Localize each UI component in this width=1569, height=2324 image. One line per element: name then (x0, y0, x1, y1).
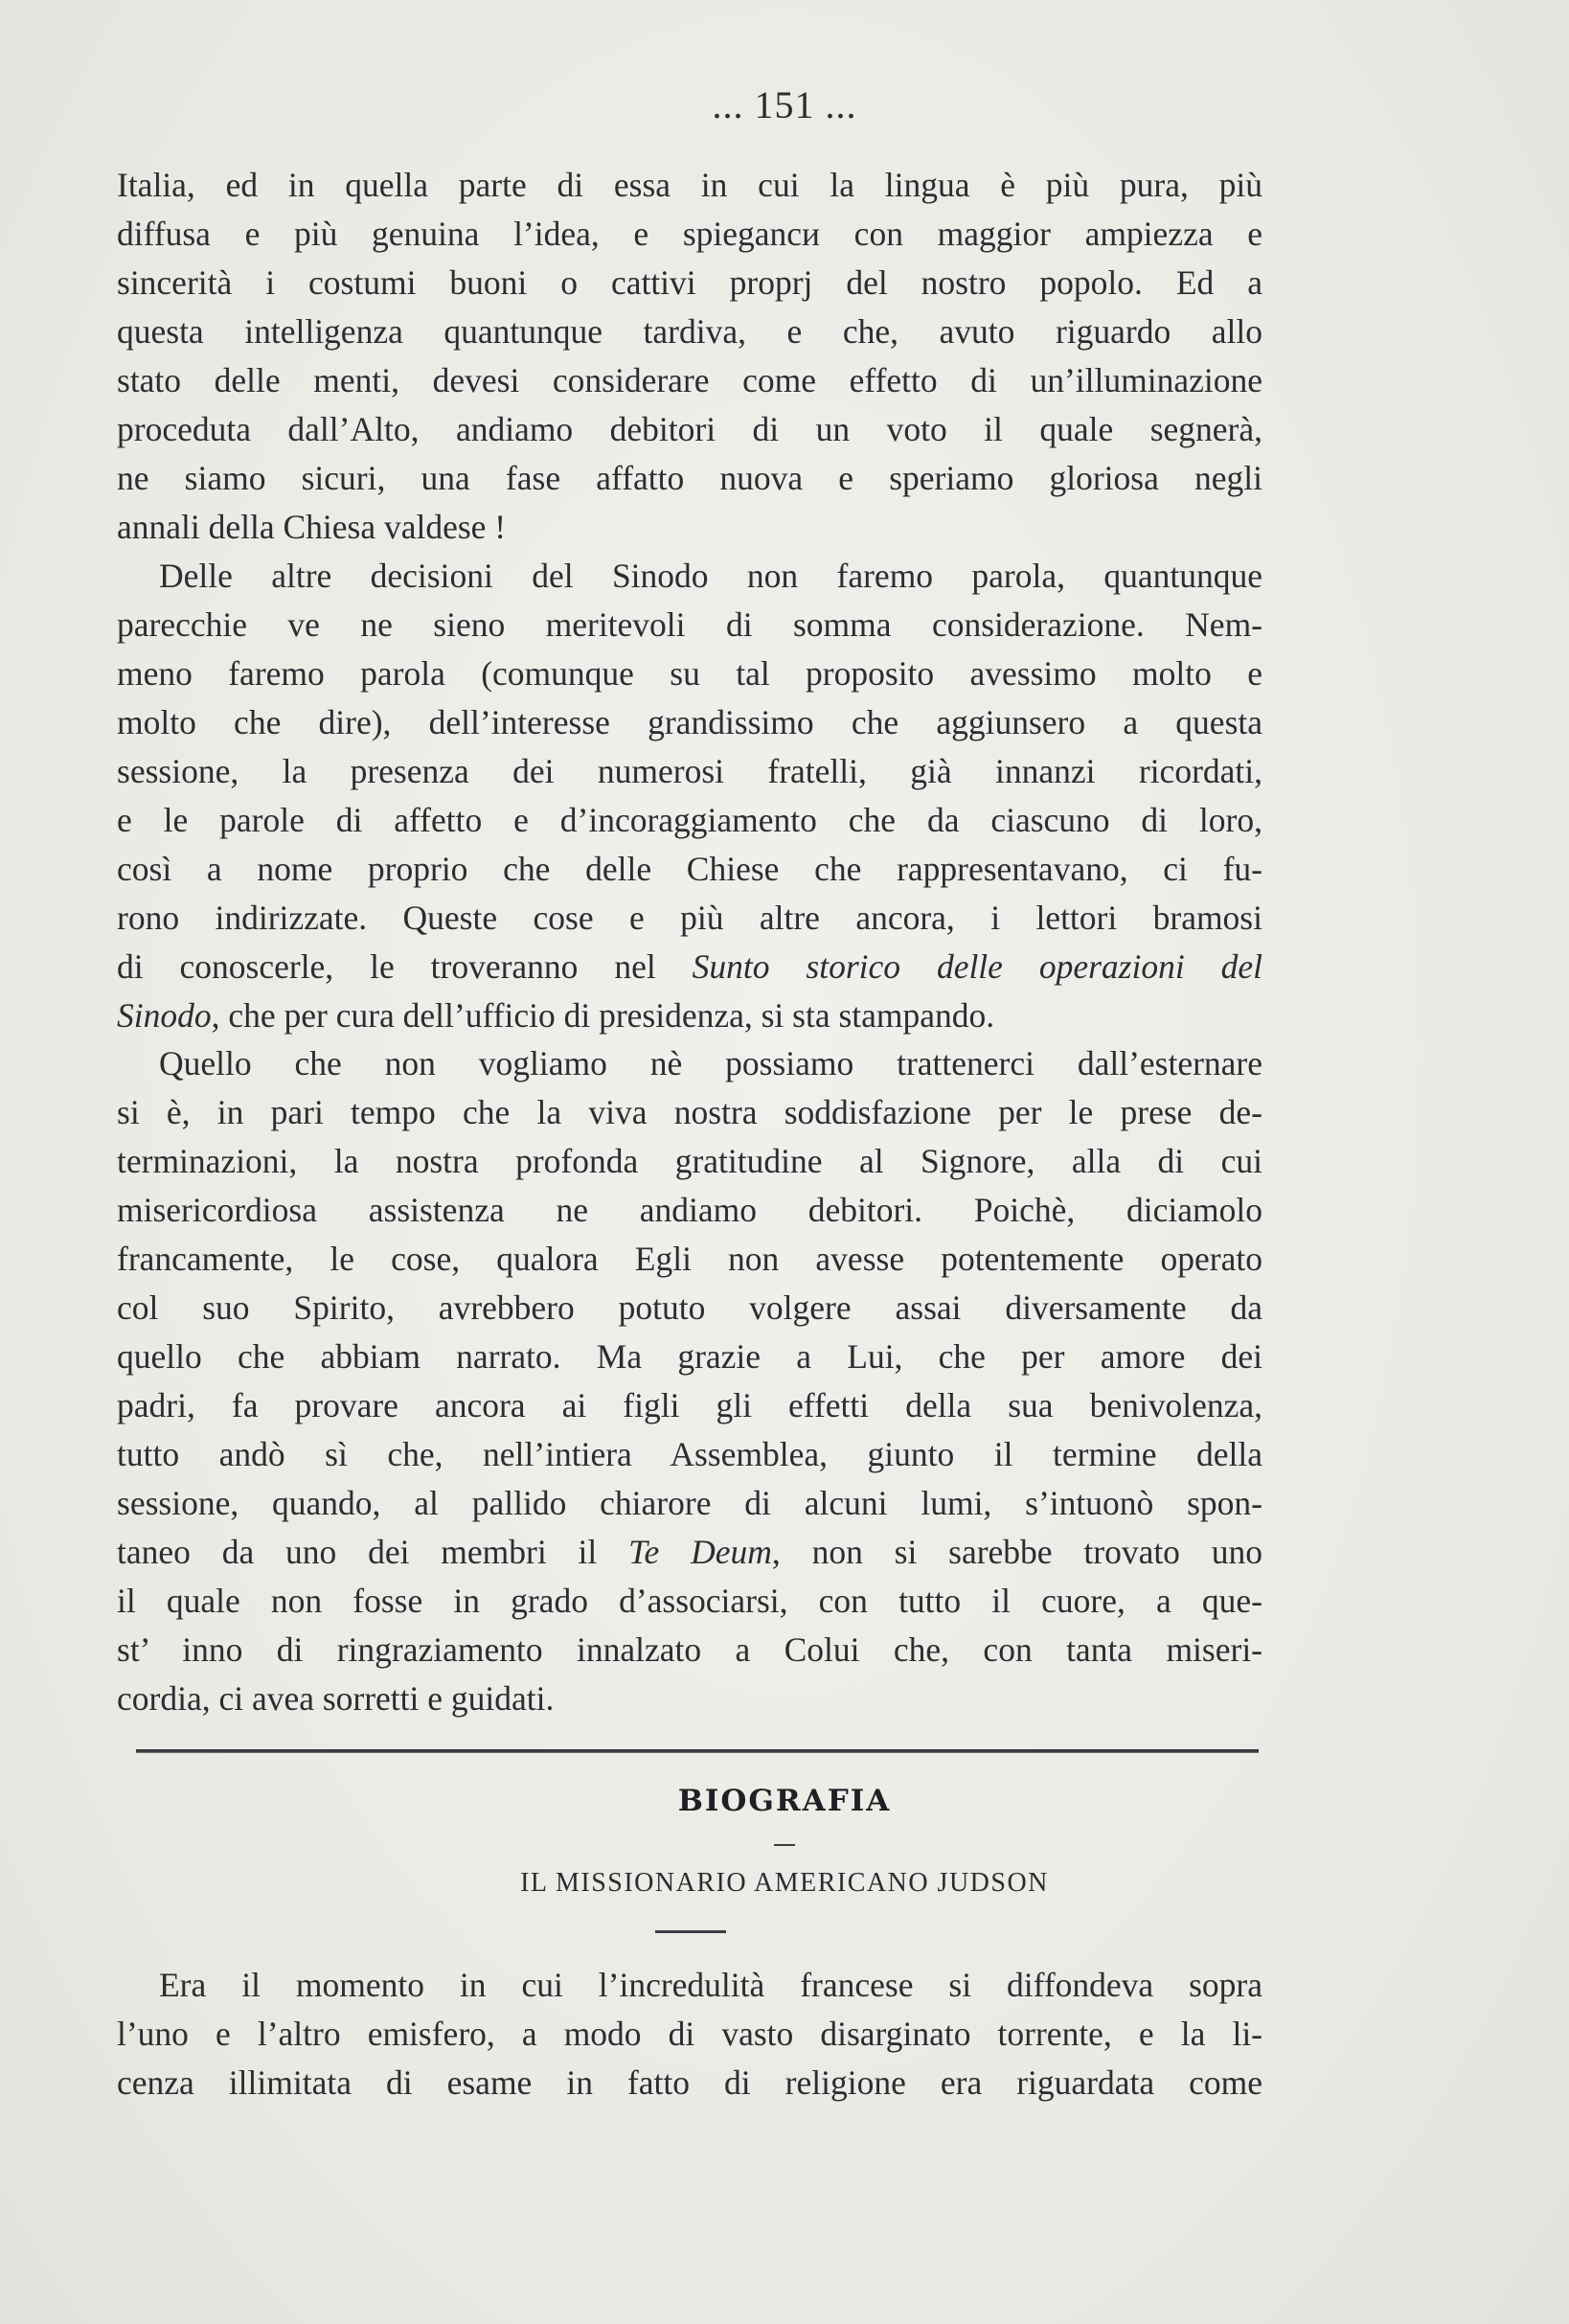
text-line (117, 943, 1262, 991)
section-divider (136, 1749, 1259, 1753)
text-line: proceduta dall’Alto, andiamo debitori di un voto il quale segnerà, (117, 410, 1262, 448)
text-segment: di conoscerle, le troveranno nel (117, 947, 656, 986)
paragraph-3 (117, 1039, 1262, 1723)
text-line: francamente, le cose, qualora Egli non avesse potentemente operato (117, 1240, 1262, 1278)
text-line: sessione, la presenza dei numerosi fratelli, già innanzi ricordati, (117, 752, 1262, 790)
text-line: cenza illimitata di esame in fatto di religione era riguardata come (117, 2063, 1262, 2102)
paragraph-4 (117, 1961, 1262, 2108)
text-line (117, 1528, 1262, 1577)
text-line: si è, in pari tempo che la viva nostra soddisfazione per le prese de- (117, 1093, 1262, 1131)
text-line: rono indirizzate. Queste cose e più altre ancora, i lettori bramosi (117, 899, 1262, 937)
subtitle-divider (655, 1930, 726, 1933)
text-line: Era il momento in cui l’incredulità francese si diffondeva sopra (159, 1966, 1262, 2004)
text-line: Delle altre decisioni del Sinodo non faremo parola, quantunque (159, 557, 1262, 595)
section-title: BIOGRAFIA (677, 1784, 892, 1818)
paragraph-1 (117, 161, 1262, 552)
italic-title: Sunto storico delle operazioni del (692, 947, 1262, 986)
paragraph-2 (117, 552, 1262, 1040)
text-line: molto che dire), dell’interesse grandissimo che aggiunsero a questa (117, 703, 1262, 741)
italic-title: Sinodo (117, 996, 212, 1035)
text-segment: taneo da uno dei membri il (117, 1533, 598, 1571)
text-line: diffusa e più genuina l’idea, e spieganси con maggior ampiezza e (117, 215, 1262, 253)
text-segment: , che per cura dell’ufficio di presidenza, si sta stampando. (211, 996, 995, 1035)
italic-term: Te Deum (628, 1533, 772, 1571)
text-line: Italia, ed in quella parte di essa in cui la lingua è più pura, più (117, 166, 1262, 204)
section-subtitle: IL MISSIONARIO AMERICANO JUDSON (520, 1868, 1049, 1898)
text-line: parecchie ve ne sieno meritevoli di somma considerazione. Nem- (117, 605, 1262, 644)
text-line: col suo Spirito, avrebbero potuto volgere assai diversamente da (117, 1288, 1262, 1327)
text-line: ne siamo sicuri, una fase affatto nuova e speriamo gloriosa negli (117, 459, 1262, 497)
text-line: questa intelligenza quantunque tardiva, e che, avuto riguardo allo (117, 312, 1262, 351)
text-line: tutto andò sì che, nell’intiera Assemblea, giunto il termine della (117, 1435, 1262, 1473)
text-line: l’uno e l’altro emisfero, a modo di vasto disarginato torrente, e la li- (117, 2015, 1262, 2053)
text-line: così a nome proprio che delle Chiese che rappresentavano, ci fu- (117, 850, 1262, 888)
text-line: padri, fa provare ancora ai figli gli effetti della sua benivolenza, (117, 1386, 1262, 1424)
text-line: stato delle menti, devesi considerare come effetto di un’illuminazione (117, 361, 1262, 399)
title-dash (774, 1844, 795, 1846)
text-line: annali della Chiesa valdese ! (117, 508, 507, 546)
text-line: meno faremo parola (comunque su tal proposito avessimo molto e (117, 654, 1262, 693)
text-line: quello che abbiam narrato. Ma grazie a Lui, che per amore dei (117, 1337, 1262, 1376)
text-line: cordia, ci avea sorretti e guidati. (117, 1679, 555, 1718)
text-line: Quello che non vogliamo nè possiamo trattenerci dall’esternare (159, 1044, 1262, 1082)
text-line (117, 991, 1262, 1040)
text-line: misericordiosa assistenza ne andiamo debitori. Poichè, diciamolo (117, 1191, 1262, 1229)
text-line: il quale non fosse in grado d’associarsi, con tutto il cuore, a que- (117, 1582, 1262, 1620)
page-number: ... 151 ... (712, 83, 857, 126)
text-line: terminazioni, la nostra profonda gratitudine al Signore, alla di cui (117, 1142, 1262, 1180)
text-line: e le parole di affetto e d’incoraggiamento che da ciascuno di loro, (117, 801, 1262, 839)
text-line: st’ inno di ringraziamento innalzato a Colui che, con tanta miseri- (117, 1630, 1262, 1669)
text-line: sessione, quando, al pallido chiarore di alcuni lumi, s’intuonò spon- (117, 1484, 1262, 1522)
text-line: sincerità i costumi buoni o cattivi proprj del nostro popolo. Ed a (117, 263, 1262, 302)
text-segment: , non si sarebbe trovato uno (771, 1533, 1263, 1571)
